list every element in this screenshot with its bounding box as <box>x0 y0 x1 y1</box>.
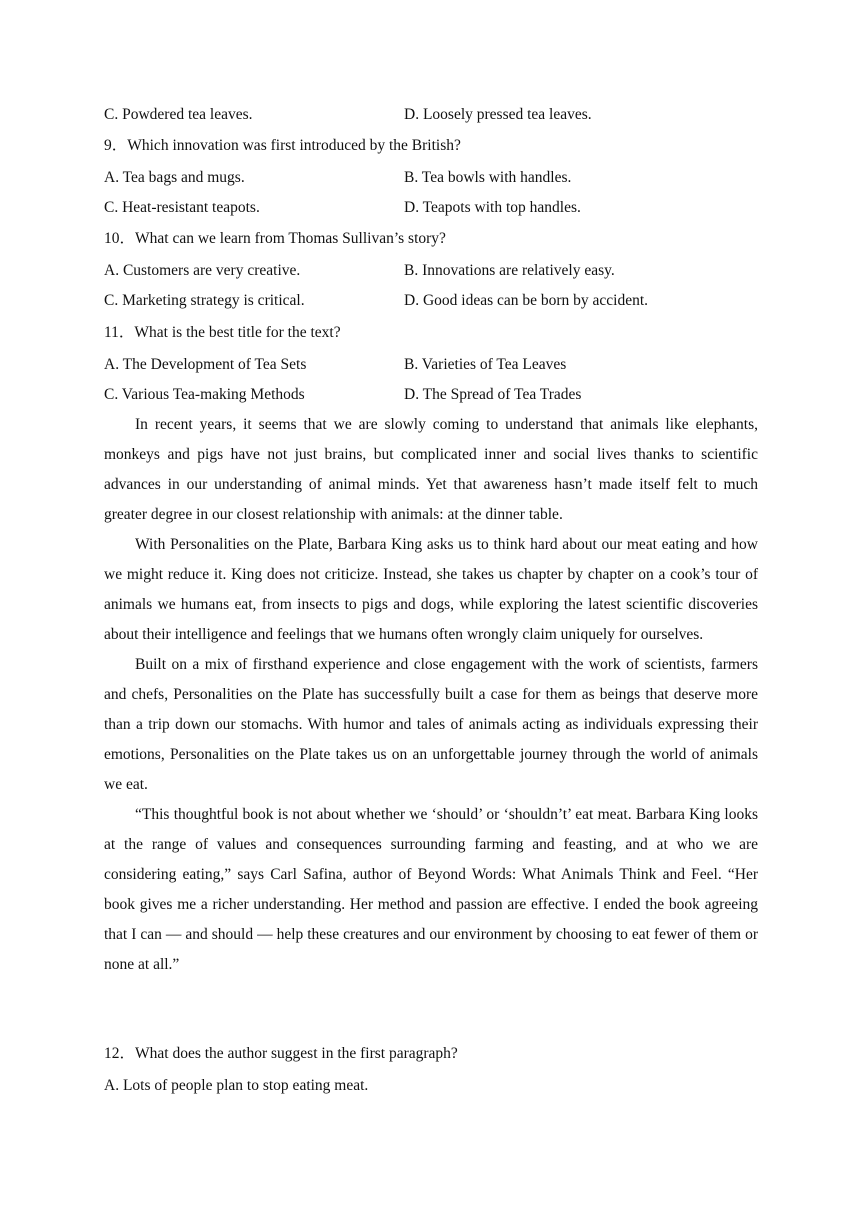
q10-stem: 10．What can we learn from Thomas Sullivan’s story? <box>104 230 446 247</box>
q11-stem: 11．What is the best title for the text? <box>104 324 341 341</box>
passage-paragraph-1: In recent years, it seems that we are slowly coming to understand that animals like elephants, monkeys and pigs have not just brains, but complicated inner and social lives thanks to scientific advances in our understanding of animal minds. Yet that awareness hasn’t made itself felt to much greater degree in our closest relationship with animals: at the dinner table. <box>104 416 758 523</box>
q9-options-row-cd <box>104 196 758 220</box>
q11-option-c[interactable]: C. Various Tea-making Methods <box>104 386 305 403</box>
reading-passage <box>104 410 758 980</box>
passage-paragraph-4: “This thoughtful book is not about whether we ‘should’ or ‘shouldn’t’ eat meat. Barbara King looks at the range of values and consequences surrounding farming and feasting, and at who we are considering eating,” says Carl Safina, author of Beyond Words: What Animals Think and Feel. “Her book gives me a richer understanding. Her method and passion are effective. I ended the book agreeing that I can — and should — help these creatures and our environment by choosing to eat fewer of them or none at all.” <box>104 806 758 973</box>
q9-option-d[interactable]: D. Teapots with top handles. <box>404 199 581 216</box>
q9-option-a[interactable]: A. Tea bags and mugs. <box>104 169 245 186</box>
q11-option-b[interactable]: B. Varieties of Tea Leaves <box>404 356 567 373</box>
q10-options-row-ab <box>104 259 758 283</box>
q10-option-a[interactable]: A. Customers are very creative. <box>104 262 301 279</box>
q9-stem: 9．Which innovation was first introduced by the British? <box>104 137 461 154</box>
q8-options-row-cd <box>104 103 758 127</box>
q11-options-row-cd <box>104 383 758 407</box>
q11-option-d[interactable]: D. The Spread of Tea Trades <box>404 386 582 403</box>
passage-paragraph-3: Built on a mix of firsthand experience and close engagement with the work of scientists, farmers and chefs, Personalities on the Plate has successfully built a case for them as beings that deserve more than a trip down our stomachs. With humor and tales of animals acting as individuals expressing their emotions, Personalities on the Plate takes us on an unforgettable journey through the world of animals we eat. <box>104 656 758 793</box>
q11-option-a[interactable]: A. The Development of Tea Sets <box>104 356 307 373</box>
q9-option-b[interactable]: B. Tea bowls with handles. <box>404 169 572 186</box>
q12-stem: 12．What does the author suggest in the first paragraph? <box>104 1045 458 1062</box>
q8-option-d[interactable]: D. Loosely pressed tea leaves. <box>404 106 592 123</box>
q8-option-c[interactable]: C. Powdered tea leaves. <box>104 106 253 123</box>
q11-options-row-ab <box>104 353 758 377</box>
q10-option-b[interactable]: B. Innovations are relatively easy. <box>404 262 615 279</box>
passage-paragraph-2: With Personalities on the Plate, Barbara King asks us to think hard about our meat eating and how we might reduce it. King does not criticize. Instead, she takes us chapter by chapter on a cook’s tour of animals we humans eat, from insects to pigs and dogs, while exploring the latest scientific discoveries about their intelligence and feelings that we humans often wrongly claim uniquely for ourselves. <box>104 536 758 643</box>
q9-option-c[interactable]: C. Heat-resistant teapots. <box>104 199 260 216</box>
q12-option-a[interactable]: A. Lots of people plan to stop eating meat. <box>104 1077 369 1094</box>
q9-options-row-ab <box>104 166 758 190</box>
q10-option-c[interactable]: C. Marketing strategy is critical. <box>104 292 305 309</box>
q10-option-d[interactable]: D. Good ideas can be born by accident. <box>404 292 649 309</box>
q10-options-row-cd <box>104 289 758 313</box>
